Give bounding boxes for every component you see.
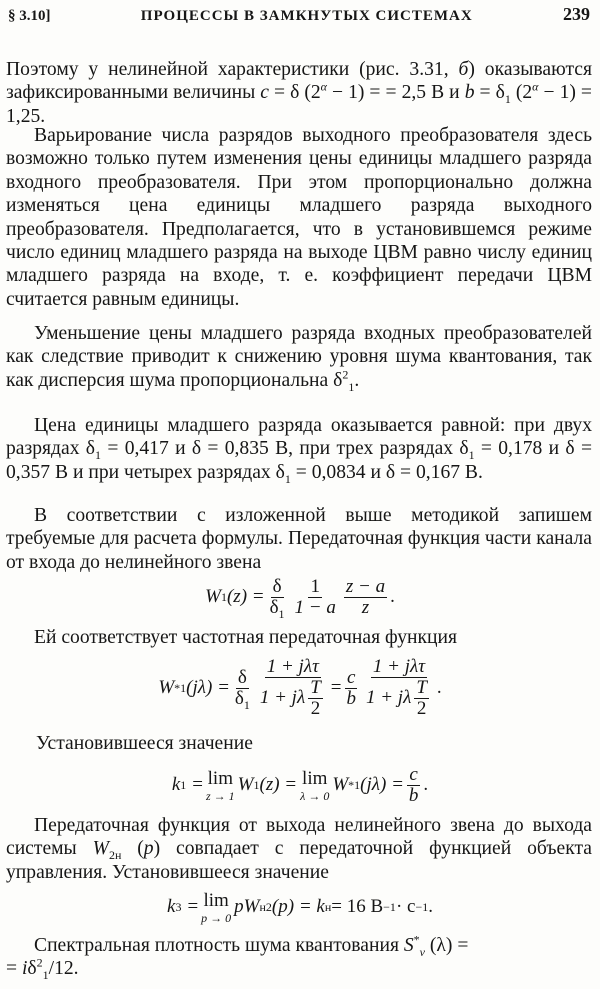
equation-w1: W 1 (z) = $\frac{\delta}{\delta_1}$ $\frac{1}{1 - a}$ $\frac{z - a}{z}$ .: [205, 575, 395, 621]
paragraph-3: Уменьшение цены младшего разряда входных преобразователей как следствие приводит к снижению уровня шума квантования, так как дисперсия шума пропорциональна $\delta^2_1$.: [6, 323, 592, 394]
section-number: § 3.10]: [8, 8, 51, 24]
paragraph-6: Ей соответствует частотная передаточная функция: [34, 627, 457, 648]
paragraph-5: В соответствии с изложенной выше методикой запишем требуемые для расчета формулы. Передаточная функция части канала от входа до нелинейного звена: [6, 505, 592, 573]
paragraph-1: Поэтому у нелинейной характеристики (рис. 3.31, б) оказываются зафиксированными величины c = δ $(2^\alpha - 1)$ = = 2,5 В и $b = \delta_1$ $(2^\alpha - 1) = 1,25$.: [6, 59, 593, 127]
equation-k3: k 3 = lim p → 0 pW н2 (p) = k н = 16 В −1 · с −1 .: [167, 890, 433, 925]
paragraph-2: Варьирование числа разрядов выходного преобразователя здесь возможно только путем изменения цены единицы младшего разряда входного преобразователя. При этом пропорционально должна изменяться цена единицы младшего разряда выходного преобразователя. Предполагается, что в установившемся режиме число единиц младшего разряда на выходе ЦВМ равно числу единиц младшего разряда на входе, т. е. коэффициент передачи ЦВМ считается равным единицы.: [6, 125, 592, 310]
paragraph-4: Цена единицы младшего разряда оказывается равной: при двух разрядах $\delta_1 = 0,417$ и δ = 0,835 В, при трех разрядах $\delta_1 = 0,178$ и δ = 0,357 В и при четырех разрядах $\delta_1 = 0,0834$ и δ = 0,167 В.: [6, 415, 592, 486]
page-number: 239: [563, 4, 590, 24]
paragraph-8: Передаточная функция от выхода нелинейного звена до выхода системы $W_{2н}$ (p) совпадает с передаточной функцией объекта управления. Установившееся значение: [6, 815, 592, 883]
paragraph-7: Установившееся значение: [36, 733, 253, 754]
equation-w1-star: W * 1 (jλ) = $\frac{\delta}{\delta_1}$ 1 + jλτ 1 + jλ $\frac{T}{2}$ = $\frac{c}{b}$ 1 + jλτ 1 + jλ $\frac{T}{2}$ .: [158, 656, 442, 719]
paragraph-9: Спектральная плотность шума квантования $S^*_v$ (λ) = = $i\delta^2_1/12$.: [6, 932, 469, 983]
running-header: [8, 4, 590, 25]
equation-k1: k 1 = lim z → 1 W 1 (z) = lim λ → 0 W * 1 (jλ) = $\frac{c}{b}$ .: [171, 763, 429, 806]
running-title: ПРОЦЕССЫ В ЗАМКНУТЫХ СИСТЕМАХ: [140, 8, 473, 24]
